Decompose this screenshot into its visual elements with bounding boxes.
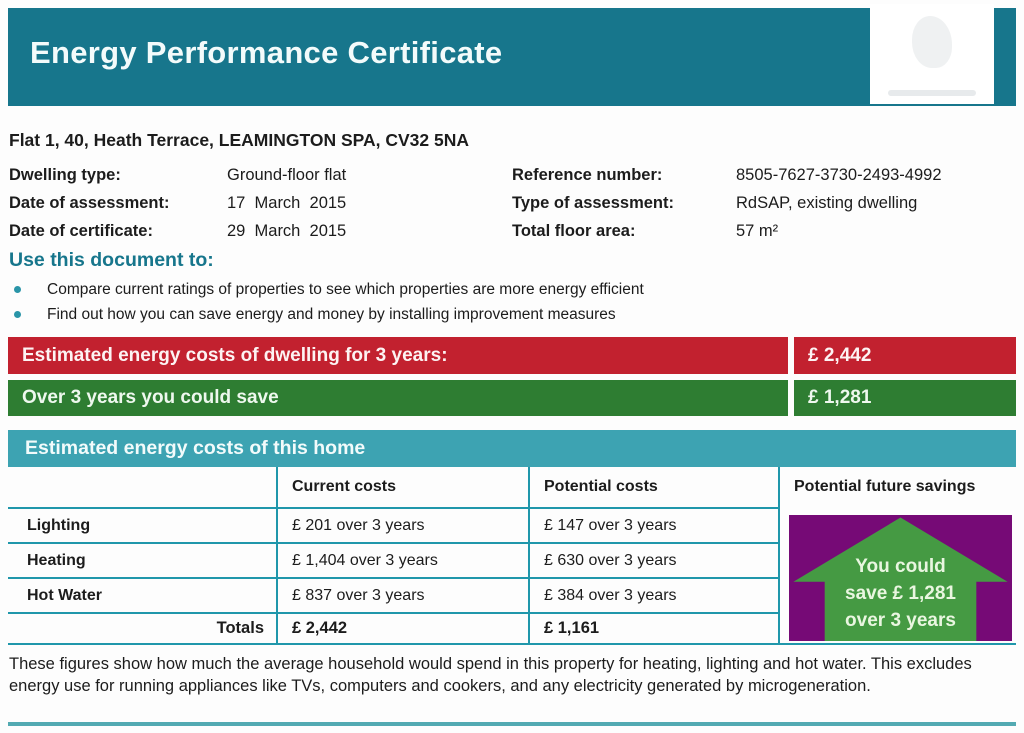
potential-savings-value: £ 1,281 xyxy=(794,380,1016,416)
bullet-dot-icon xyxy=(14,311,21,318)
detail-label-reference-number: Reference number: xyxy=(512,166,663,184)
detail-label-type-of-assessment: Type of assessment: xyxy=(512,194,675,212)
detail-value-dwelling-type: Ground-floor flat xyxy=(227,166,347,184)
bullet-item xyxy=(9,306,1009,331)
row-potential-cost: £ 630 over 3 years xyxy=(528,542,778,577)
detail-value-date-of-certificate: 29 March 2015 xyxy=(227,222,347,240)
header-potential-costs: Potential costs xyxy=(528,467,778,507)
savings-line-2: save £ 1,281 xyxy=(845,583,956,604)
row-potential-cost: £ 384 over 3 years xyxy=(528,577,778,612)
footnote-paragraph: These figures show how much the average household would spend in this property for heating, lighting and hot water. This excludes energy use for running appliances like TVs, computers and cookers, and any electricity generated by microgeneration. xyxy=(9,655,972,695)
row-label: Lighting xyxy=(8,507,276,542)
row-potential-cost: £ 147 over 3 years xyxy=(528,507,778,542)
bottom-divider xyxy=(8,722,1016,726)
logo-faint-mark xyxy=(912,16,952,68)
page-title: Energy Performance Certificate xyxy=(30,35,503,70)
bullet-text: Find out how you can save energy and money by installing improvement measures xyxy=(47,306,616,323)
detail-value-total-floor-area: 57 m² xyxy=(736,222,779,240)
costs-section-header xyxy=(8,430,1016,467)
logo-placeholder xyxy=(870,4,994,104)
row-current-cost: £ 1,404 over 3 years xyxy=(276,542,528,577)
header-band xyxy=(8,8,1016,106)
summary-bars xyxy=(8,337,1016,422)
use-document-heading: Use this document to: xyxy=(9,249,214,271)
header-potential-future-savings: Potential future savings xyxy=(778,467,1016,507)
detail-value-reference-number: 8505-7627-3730-2493-4992 xyxy=(736,166,942,184)
table-bottom-border xyxy=(8,643,1016,645)
estimated-costs-value: £ 2,442 xyxy=(794,337,1016,374)
detail-label-date-of-certificate: Date of certificate: xyxy=(9,222,153,240)
totals-potential-cost: £ 1,161 xyxy=(528,612,778,643)
detail-value-date-of-assessment: 17 March 2015 xyxy=(227,194,347,212)
row-current-cost: £ 837 over 3 years xyxy=(276,577,528,612)
estimated-costs-bar xyxy=(8,337,1016,374)
property-details xyxy=(9,164,1016,243)
potential-savings-badge xyxy=(789,515,1012,641)
potential-savings-bar xyxy=(8,380,1016,416)
row-label: Heating xyxy=(8,542,276,577)
logo-faint-text xyxy=(888,90,976,96)
bullet-text: Compare current ratings of properties to see which properties are more energy efficient xyxy=(47,281,644,298)
header-current-costs: Current costs xyxy=(276,467,528,507)
detail-label-date-of-assessment: Date of assessment: xyxy=(9,194,170,212)
detail-label-total-floor-area: Total floor area: xyxy=(512,222,636,240)
savings-badge-text xyxy=(789,553,1012,634)
use-document-bullets xyxy=(9,281,1009,331)
savings-line-1: You could xyxy=(855,556,946,577)
header-empty-cell xyxy=(8,467,276,507)
bullet-dot-icon xyxy=(14,286,21,293)
row-current-cost: £ 201 over 3 years xyxy=(276,507,528,542)
detail-value-type-of-assessment: RdSAP, existing dwelling xyxy=(736,194,918,212)
potential-savings-label: Over 3 years you could save xyxy=(8,380,788,416)
property-address: Flat 1, 40, Heath Terrace, LEAMINGTON SPA, CV32 5NA xyxy=(9,130,469,150)
totals-current-cost: £ 2,442 xyxy=(276,612,528,643)
detail-label-dwelling-type: Dwelling type: xyxy=(9,166,121,184)
table-header-row xyxy=(8,467,1016,507)
totals-label: Totals xyxy=(8,612,276,643)
row-label: Hot Water xyxy=(8,577,276,612)
savings-line-3: over 3 years xyxy=(845,610,956,631)
energy-costs-table xyxy=(8,467,1016,645)
costs-section-title: Estimated energy costs of this home xyxy=(25,437,366,459)
bullet-item xyxy=(9,281,1009,306)
estimated-costs-label: Estimated energy costs of dwelling for 3 years: xyxy=(8,337,788,374)
